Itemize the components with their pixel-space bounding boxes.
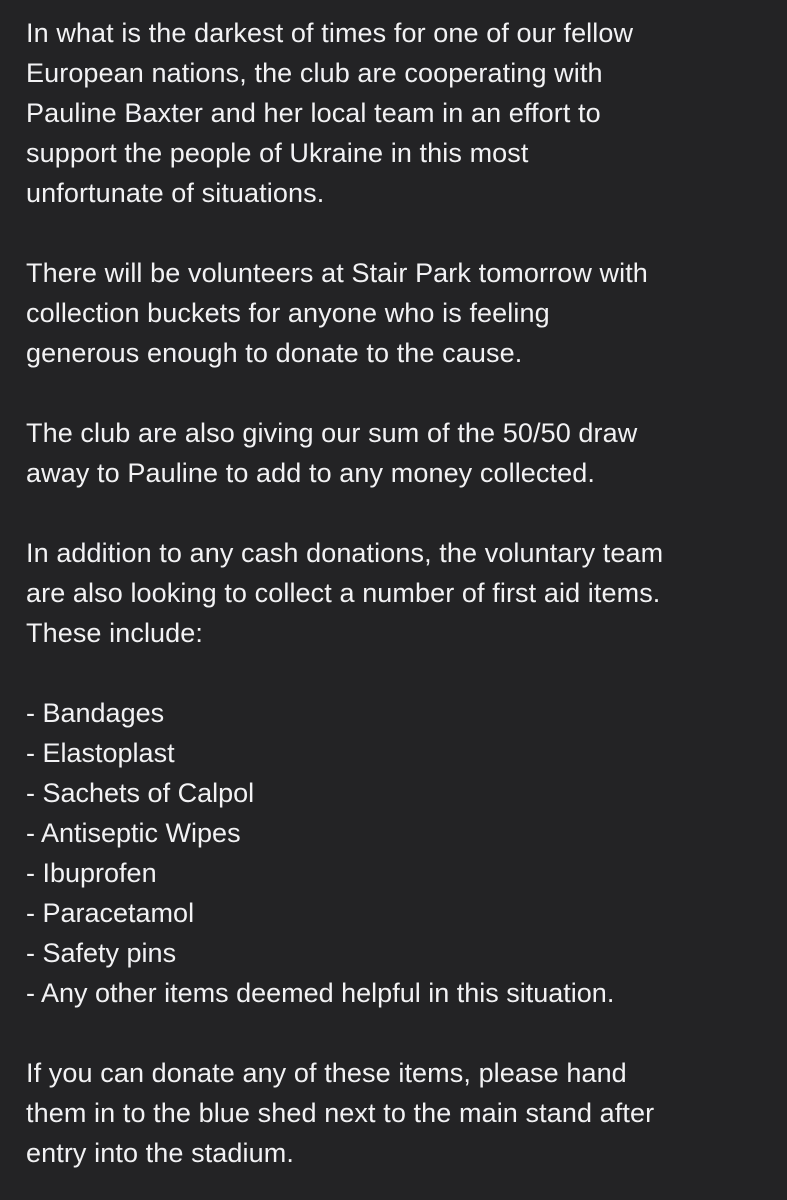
list-item: - Sachets of Calpol	[26, 778, 255, 808]
paragraph-spacer	[26, 493, 761, 533]
paragraph-spacer	[26, 653, 761, 693]
text-line: In addition to any cash donations, the voluntary team	[26, 538, 664, 568]
list-item: - Ibuprofen	[26, 858, 157, 888]
paragraph-drop-off	[26, 1053, 761, 1173]
text-line: are also looking to collect a number of first aid items.	[26, 578, 661, 608]
paragraph-first-aid	[26, 533, 761, 653]
list-item: - Paracetamol	[26, 898, 195, 928]
list-item: - Any other items deemed helpful in this situation.	[26, 978, 615, 1008]
list-item: - Bandages	[26, 698, 165, 728]
first-aid-items-list	[26, 693, 761, 1013]
paragraph-draw	[26, 413, 761, 493]
paragraph-spacer	[26, 213, 761, 253]
paragraph-intro	[26, 13, 761, 213]
text-line: them in to the blue shed next to the main stand after	[26, 1098, 655, 1128]
text-line: entry into the stadium.	[26, 1138, 294, 1168]
list-item: - Antiseptic Wipes	[26, 818, 241, 848]
text-line: There will be volunteers at Stair Park tomorrow with	[26, 258, 648, 288]
text-line: If you can donate any of these items, please hand	[26, 1058, 627, 1088]
paragraph-volunteers	[26, 253, 761, 373]
text-line: away to Pauline to add to any money collected.	[26, 458, 595, 488]
text-line: European nations, the club are cooperating with	[26, 58, 603, 88]
text-line: These include:	[26, 618, 204, 648]
list-item: - Safety pins	[26, 938, 177, 968]
text-line: generous enough to donate to the cause.	[26, 338, 523, 368]
text-line: In what is the darkest of times for one of our fellow	[26, 18, 634, 48]
text-line: Pauline Baxter and her local team in an effort to	[26, 98, 601, 128]
text-line: support the people of Ukraine in this most	[26, 138, 529, 168]
text-line: collection buckets for anyone who is feeling	[26, 298, 550, 328]
list-item: - Elastoplast	[26, 738, 175, 768]
text-line: unfortunate of situations.	[26, 178, 325, 208]
text-line: The club are also giving our sum of the 50/50 draw	[26, 418, 638, 448]
paragraph-spacer	[26, 373, 761, 413]
paragraph-spacer	[26, 1013, 761, 1053]
